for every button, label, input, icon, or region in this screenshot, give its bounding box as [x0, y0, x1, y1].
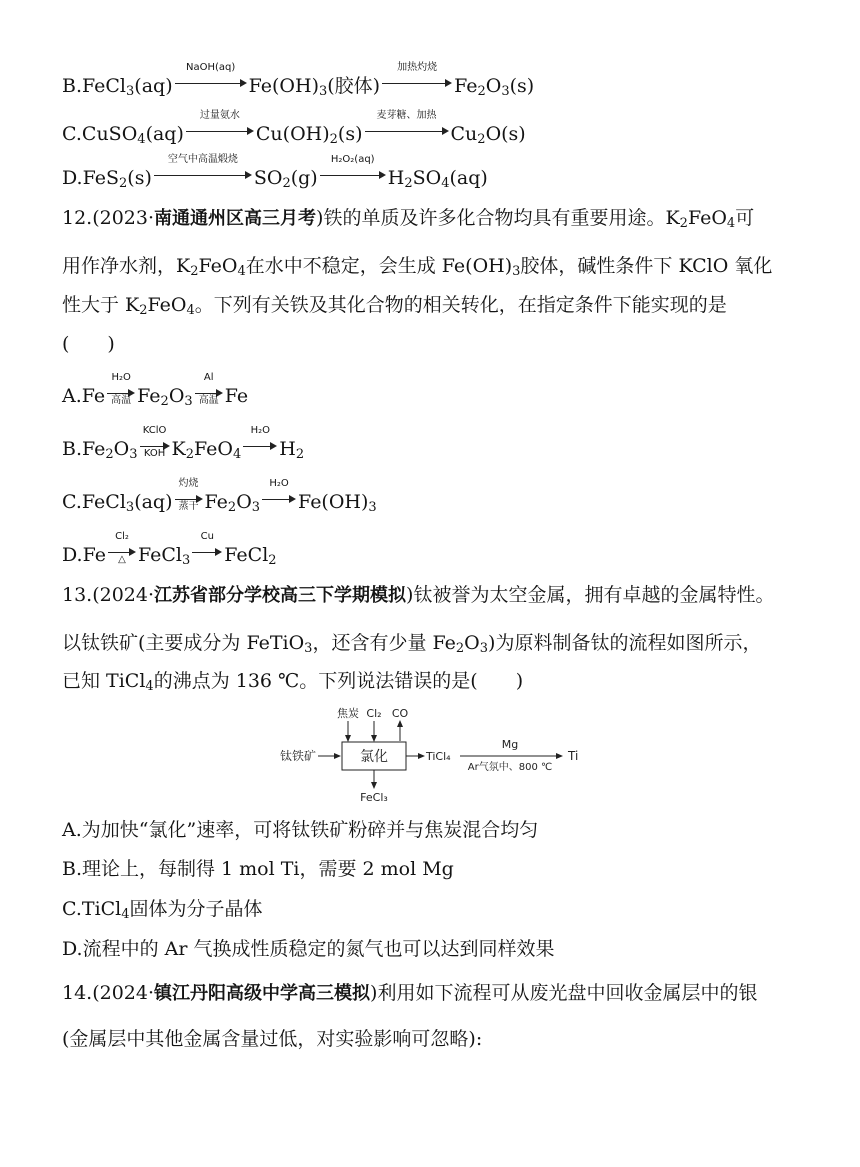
reaction-arrow: 空气中高温煅烧: [154, 164, 252, 184]
q14-stem-line2: (金属层中其他金属含量过低，对实验影响可忽略):: [62, 1028, 483, 1050]
q13-option-b: B.理论上，每制得 1 mol Ti，需要 2 mol Mg: [62, 858, 454, 880]
q14-source: 镇江丹阳高级中学高三模拟: [154, 983, 371, 1004]
titanium-process-flowchart: [272, 700, 592, 808]
flow-condition-label: Ar气氛中、800 ℃: [467, 762, 553, 773]
flow-input-label: 钛铁矿: [280, 749, 317, 763]
flow-fecl3-label: FeCl₃: [360, 791, 388, 804]
flow-ti-label: Ti: [568, 749, 579, 763]
q12-option-c: C.FeCl$_3$(aq) 灼烧 蒸干 $Fe_2O_3$ H₂O $Fe(OH)_3$: [62, 478, 377, 515]
q13-option-a: A.为加快“氯化”速率，可将钛铁矿粉碎并与焦炭混合均匀: [62, 819, 539, 841]
flow-coke-label: 焦炭: [337, 707, 359, 720]
reaction-arrow: Cl₂ △: [108, 541, 136, 561]
reaction-arrow: 麦芽糖、加热: [365, 120, 449, 140]
chlorination-label: 氯化: [360, 749, 388, 765]
flow-chlorine-label: Cl₂: [366, 707, 382, 720]
reaction-arrow: KClO KOH: [140, 435, 170, 455]
q12-option-a: A.Fe H₂O 高温 $Fe_2O_3$ Al 高温 Fe: [62, 372, 249, 409]
option-d-top: D.FeS$_2$(s) 空气中高温煅烧 $SO_2(g)$ H₂O₂(aq) $H_2SO_4(aq)$: [62, 154, 488, 191]
flow-co-label: CO: [391, 707, 409, 720]
reaction-arrow: Al 高温: [195, 382, 223, 402]
reaction-arrow: H₂O 高温: [107, 382, 135, 402]
reaction-arrow: 过量氨水: [186, 120, 254, 140]
reaction-arrow: 灼烧 蒸干: [175, 488, 203, 508]
q12-stem-line3: 性大于 $K_2FeO_4$。下列有关铁及其化合物的相关转化，在指定条件下能实现的是: [62, 294, 727, 318]
q13-option-d: D.流程中的 Ar 气换成性质稳定的氮气也可以达到同样效果: [62, 938, 555, 960]
option-c-top: C.CuSO$_4$(aq) 过量氨水 $Cu(OH)_2(s)$ 麦芽糖、加热 $Cu_2O(s)$: [62, 110, 526, 147]
q13-stem-line2: 以钛铁矿(主要成分为 FeTiO$_3$，还含有少量 $Fe_2O_3$)为原料制备钛的流程如图所示，: [62, 632, 762, 656]
flow-mg-label: Mg: [501, 738, 519, 751]
flow-ticl4-label: TiCl₄: [426, 750, 451, 763]
q13-option-c: C.TiCl$_4$固体为分子晶体: [62, 898, 263, 922]
q12-option-d: D.Fe Cl₂ △ FeCl$_3$ Cu FeCl$_2$: [62, 531, 277, 568]
reaction-arrow: H₂O: [262, 488, 296, 508]
option-b-top: B.FeCl$_3$(aq) NaOH(aq) $Fe(OH)_3$(胶体) 加热灼烧 $Fe_2O_3(s)$: [62, 62, 535, 99]
q12-answer-paren: ( ): [62, 333, 115, 355]
q12-option-b: $B.Fe_2O_3$ KClO KOH $K_2FeO_4$ H₂O $H_2$: [62, 425, 305, 462]
q13-source: 江苏省部分学校高三下学期模拟: [154, 585, 407, 606]
q12-stem-line2: 用作净水剂，$K_2FeO_4$在水中不稳定，会生成 $Fe(OH)_3$胶体，碱性条件下 KClO 氧化: [62, 255, 773, 279]
reaction-arrow: Cu: [192, 541, 222, 561]
q13-stem-line3: 已知 TiCl$_4$的沸点为 136 ℃。下列说法错误的是( ): [62, 670, 524, 694]
reaction-arrow: H₂O₂(aq): [320, 164, 386, 184]
q14-stem-line1: 14.(2024·镇江丹阳高级中学高三模拟)利用如下流程可从废光盘中回收金属层中的银: [62, 982, 758, 1004]
reaction-arrow: H₂O: [243, 435, 277, 455]
q12-stem-line1: 12.(2023·南通通州区高三月考)铁的单质及许多化合物均具有重要用途。$K_2FeO_4$可: [62, 207, 755, 231]
q12-source: 南通通州区高三月考: [154, 208, 317, 229]
q13-stem-line1: 13.(2024·江苏省部分学校高三下学期模拟)钛被誉为太空金属，拥有卓越的金属特性。: [62, 584, 775, 606]
reaction-arrow: NaOH(aq): [175, 72, 247, 92]
reaction-arrow: 加热灼烧: [382, 72, 452, 92]
